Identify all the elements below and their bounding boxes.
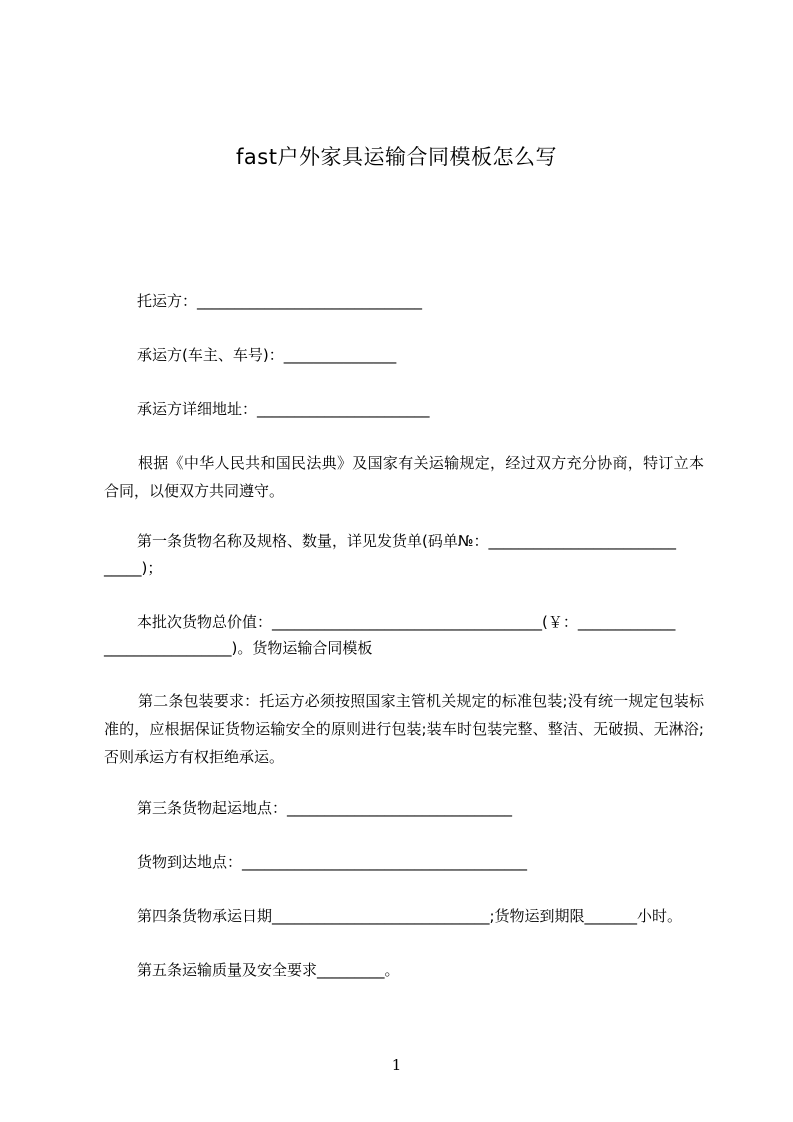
shipper-field: 托运方：______________________________ bbox=[137, 292, 423, 310]
carrier-field: 承运方(车主、车号)：_______________ bbox=[137, 346, 397, 364]
total-value-line2: _________________)。货物运输合同模板 bbox=[104, 639, 373, 657]
article5-field: 第五条运输质量及安全要求_________。 bbox=[137, 961, 400, 979]
total-value-line1: 本批次货物总价值：____________________________________(￥：_____________ bbox=[137, 613, 676, 631]
intro-paragraph: 根据《中华人民共和国民法典》及国家有关运输规定，经过双方充分协商，特订立本合同，以便双方共同遵守。 bbox=[104, 454, 704, 500]
carrier-address-field: 承运方详细地址：_______________________ bbox=[137, 400, 430, 418]
article3-field: 第三条货物起运地点：______________________________ bbox=[137, 799, 513, 817]
page-number: 1 bbox=[391, 1056, 402, 1074]
article2-paragraph: 第二条包装要求：托运方必须按照国家主管机关规定的标准包装;没有统一规定包装标准的，应根据保证货物运输安全的原则进行包装;装车时包装完整、整洁、无破损、无淋浴;否则承运方有权拒绝承运。 bbox=[104, 692, 704, 766]
document-title: fast户外家具运输合同模板怎么写 bbox=[236, 145, 557, 169]
article4-field: 第四条货物承运日期_____________________________;货物运到期限_______小时。 bbox=[137, 907, 683, 925]
article1-line1: 第一条货物名称及规格、数量，详见发货单(码单№：_________________________ bbox=[137, 532, 676, 550]
destination-field: 货物到达地点：______________________________________ bbox=[137, 853, 528, 871]
article1-line2: _____)； bbox=[104, 559, 163, 577]
